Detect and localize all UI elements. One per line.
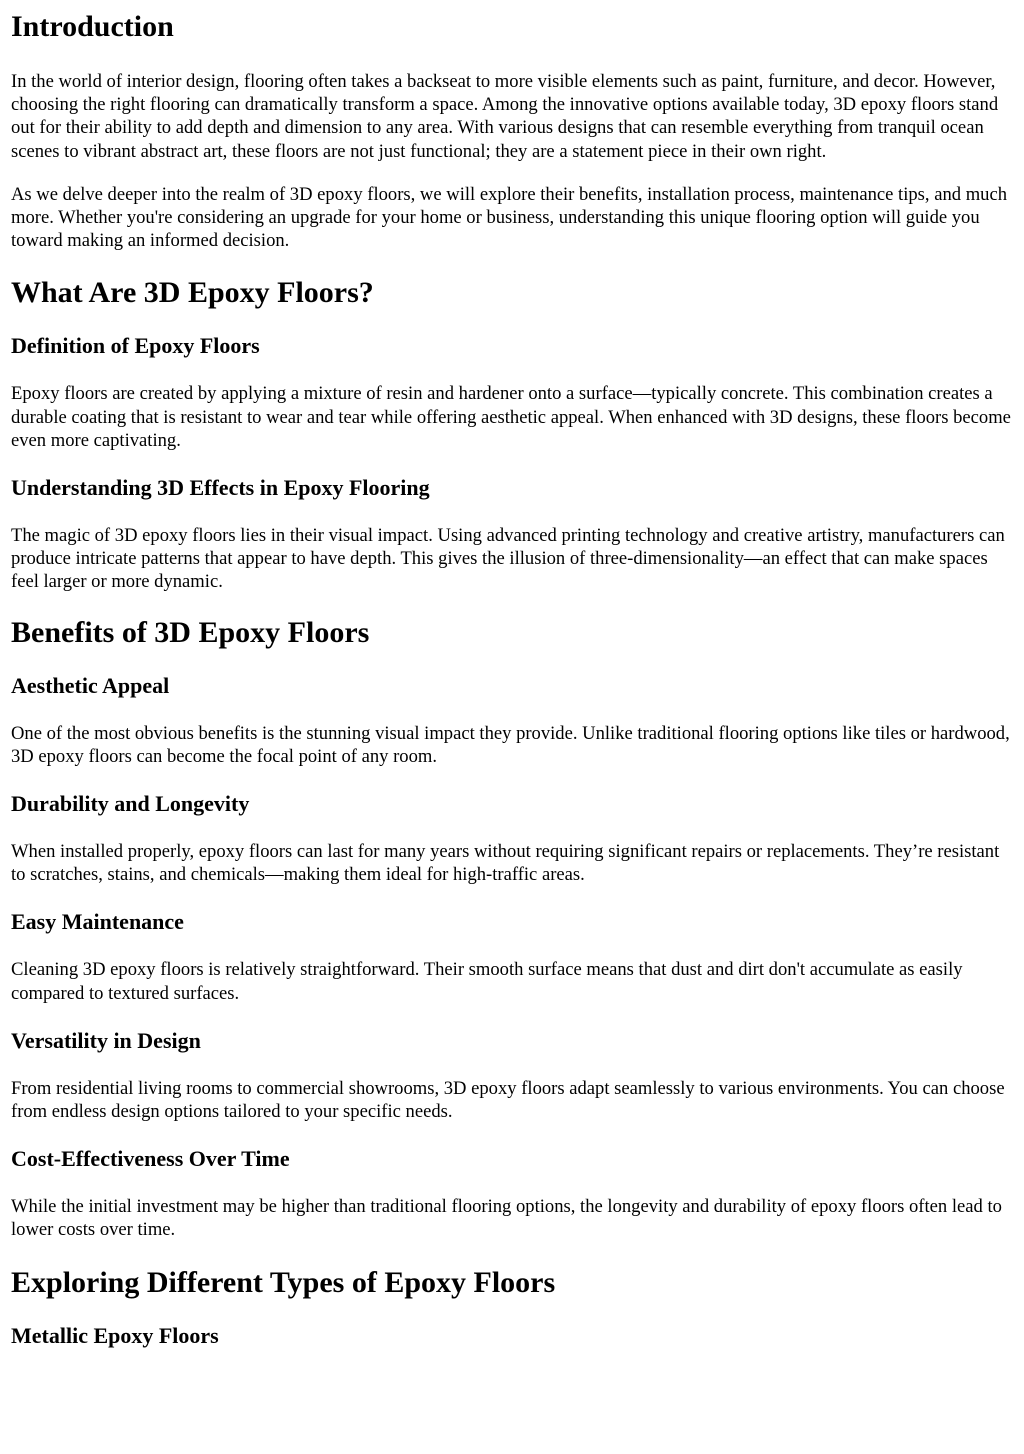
article <box>0 8 1024 1350</box>
definition-paragraph: Epoxy floors are created by applying a mixture of resin and hardener onto a surface—typically concrete. This combination creates a durable coating that is resistant to wear and tear while offering aesthetic appeal. When enhanced with 3D designs, these floors become even more captivating. <box>11 383 1011 451</box>
subheading-understanding-3d-effects: Understanding 3D Effects in Epoxy Flooring <box>11 475 430 501</box>
maintenance-paragraph: Cleaning 3D epoxy floors is relatively straightforward. Their smooth surface means that dust and dirt don't accumulate as easily compared to textured surfaces. <box>11 959 963 1004</box>
subheading-versatility: Versatility in Design <box>11 1027 201 1053</box>
subheading-aesthetic-appeal: Aesthetic Appeal <box>11 672 170 698</box>
subheading-cost-effectiveness: Cost-Effectiveness Over Time <box>11 1146 290 1172</box>
durability-paragraph: When installed properly, epoxy floors can last for many years without requiring significant repairs or replacements. They’re resistant to scratches, stains, and chemicals—making them ideal for high-traffic areas. <box>11 841 1000 886</box>
versatility-paragraph: From residential living rooms to commercial showrooms, 3D epoxy floors adapt seamlessly to various environments. You can choose from endless design options tailored to your specific needs. <box>11 1077 1005 1123</box>
cost-paragraph: While the initial investment may be higher than traditional flooring options, the longevity and durability of epoxy floors often lead to lower costs over time. <box>11 1196 1002 1241</box>
heading-exploring-types: Exploring Different Types of Epoxy Floors <box>11 1265 556 1299</box>
intro-paragraph-2: As we delve deeper into the realm of 3D epoxy floors, we will explore their benefits, installation process, maintenance tips, and much more. Whether you're considering an upgrade for your home or business, understanding this unique flooring option will guide you toward making an informed decision. <box>11 183 1008 252</box>
subheading-metallic-epoxy: Metallic Epoxy Floors <box>11 1322 219 1348</box>
subheading-easy-maintenance: Easy Maintenance <box>11 909 184 935</box>
subheading-definition: Definition of Epoxy Floors <box>11 333 260 359</box>
heading-introduction: Introduction <box>11 10 174 43</box>
aesthetic-paragraph: One of the most obvious benefits is the stunning visual impact they provide. Unlike traditional flooring options like tiles or hardwood, 3D epoxy floors can become the focal point of any room. <box>11 722 1010 767</box>
subheading-durability: Durability and Longevity <box>11 791 250 817</box>
intro-paragraph-1: In the world of interior design, flooring often takes a backseat to more visible elements such as paint, furniture, and decor. However, choosing the right flooring can dramatically transform a space. Among the innovative options available today, 3D epoxy floors stand out for their ability to add depth and dimension to any area. With various designs that can resemble everything from tranquil ocean scenes to vibrant abstract art, these floors are not just functional; they are a statement piece in their own right. <box>11 71 999 162</box>
heading-benefits: Benefits of 3D Epoxy Floors <box>11 615 370 649</box>
heading-what-are-3d-epoxy-floors: What Are 3D Epoxy Floors? <box>11 276 374 310</box>
understanding-paragraph: The magic of 3D epoxy floors lies in their visual impact. Using advanced printing technology and creative artistry, manufacturers can produce intricate patterns that appear to have depth. This gives the illusion of three-dimensionality—an effect that can make spaces feel larger or more dynamic. <box>11 525 1005 593</box>
